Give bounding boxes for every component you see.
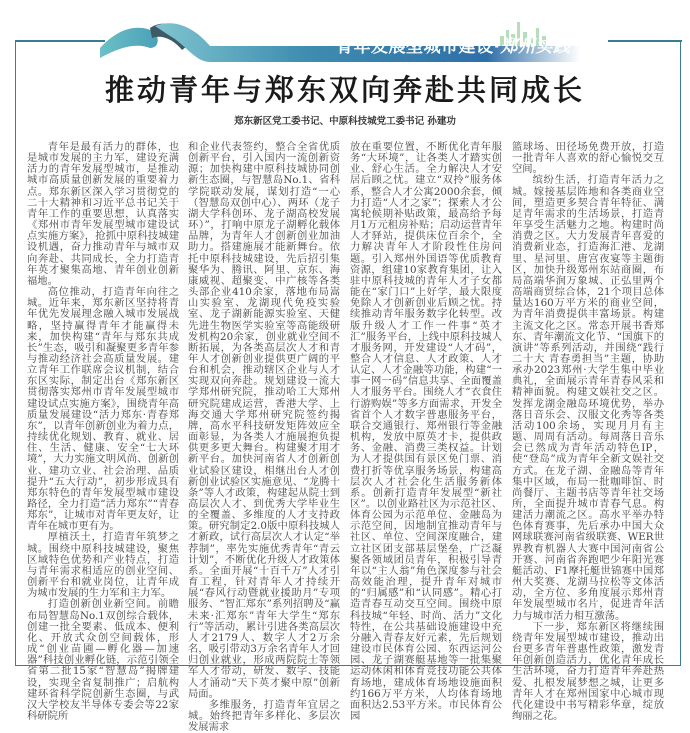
article-column-3 [350, 141, 502, 722]
banner-subtitle: 郑州实践 [500, 37, 571, 57]
article-column-4 [512, 141, 664, 722]
paragraph-continued: 篮球场、田径场免费开放，打造一批青年人喜欢的舒心愉悦交互空间。 [512, 141, 664, 176]
banner-title [336, 32, 570, 57]
banner-title-main: 青年发展型城市建设 [336, 37, 494, 57]
article-column-1 [27, 141, 179, 722]
section-banner [100, 14, 600, 66]
paragraph: 缤纷生活，打造青年活力之城。嫁接基层阵地和各类商业空间，塑造更多契合青年特征、满足青年需求的生活场景，打造青年享受生活魅力之地。构建时尚消费之区。大力发展青年喜爱的消费新业态，打造海汇港、龙湖里、星河里、唐宫夜宴等主题街区，加快升级郑州东站商圈，布局高端华润万象城、正弘里两个高端商贸综合体，21个项目总体量达160万平方米的商业空间，为青年消费提供丰富场景。构建主流文化之区。常态开展书香郑东、青年潮流文化节、“国旗下的演讲”等系列活动，并围绕“践行二十大 青春勇担当”主题，协助承办2023郑州·大学生集中毕业典礼，全面展示青年青春风采和精神面貌。构建文娱社交之区。发挥龙湖金融岛环境优势，举办落日音乐会、汉服文化秀等各类活动100余场，实现月月有主题、周周有活动。每周落日音乐会已然成为青年活动特色IP，使“登岛”成为青年全新文娱社交方式。在龙子湖、金融岛等青年集中区域，布局一批咖啡馆、时尚餐厅、主题书店等青年社交场所，全面提升城市青春气息。构建活力潮流之区。高水平举办特色体育赛事，先后承办中国大众网球联赛河南省级联赛、WER世界教育机器人大赛中国河南省公开赛、河南省奔跑吧少年阳光赛艇活动、F1摩托艇世锦赛中国郑州大奖赛、龙湖马拉松等文体活动，全方位、多角度展示郑州青年发展型城市名片，促进青年活力与城市活力相互激荡。 [512, 174, 664, 622]
paragraph: 下一步，郑东新区将继续围绕青年发展型城市建设，推动出台更多青年普惠性政策，激发青年创新创造活力，优化青年成长生活环境，奋力打造青年奔赴热爱、扎根发展梦想之城，让更多青年人才在郑州国家中心城市现代化建设中书写精彩华章，绽放绚丽之花。 [512, 620, 664, 722]
paragraph: 厚植沃土，打造青年筑梦之城。围绕中原科技城建设，聚焦区域特色优势和产业特点，打造与青年需求相适应的创业空间、创新平台和就业岗位，让青年成为城市发展的生力军和主力军。 [27, 531, 179, 600]
banner-separator: · [493, 37, 501, 57]
paragraph-continued: 和企业代表签约，整合全省优质创新平台，引入国内一流创新资源；加快构建中原科技城协同创新生态圈，与智慧岛No.1、省科学院联动发展，谋划打造“一心（智慧岛双创中心）、两环（龙子湖大学科创环、龙子湖高校发展环）”，打响中原龙子湖孵化载体品牌，为青年人才创新创业加油助力。搭建施展才能新舞台。依托中原科技城建设，先后招引集聚华为、腾讯、阿里、京东、海康威视、超聚变、中广核等各类头部企业410余家，落地布局嵩山实验室、龙湖现代免疫实验室、龙子湖新能源实验室、天健先进生物医学实验室等高能级研发机构20余家，创业就业空间不断拓展，为各类高层次人才和青年人才创新创业提供更广阔的平台和机会，推动辖区企业与人才实现双向奔赴。规划建设一流大学郑州研究院，推动哈工大郑州研究院建成运营，香港大学、上海交通大学郑州研究院签约揭牌，高水平科技研发矩阵效应全面彰显，为各类人才施展抱负提供更多更大舞台。构建聚才用才新平台。加快河南省人才创新创业试验区建设，相继出台人才创新创业试验区实施意见、“龙腾十条”等人才政策，构建起从院士到高层次人才、到优秀大学毕业生的全覆盖、多维度的人才支持政策。研究制定2.0版中原科技城人才新政，试行高层次人才认定“举荐制”，率先实施优秀青年“青云计划”，不断优化升级人才政策体系。全面开展“十百千万”人才引育工程，针对青年人才持续开展“春风行动暨就业援助月”专项服务、“智汇郑东”系列招聘及“赢未来·汇郑东”青年大学生“郑东行”等活动，累计引进各类高层次人才2179人、数字人才2万余名，吸引带动3万余名青年人才回归创业就业，形成两院院士等领军人才带动，研发、数字、技能人才涌动“天下英才聚中原”创新局面。 [188, 141, 340, 700]
article-byline: 郑东新区党工委书记、中原科技城党工委书记 孙建功 [234, 116, 456, 127]
paragraph: 多维服务，打造青年宜居之城。始终把青年多样化、多层次发展需求 [188, 698, 340, 733]
paragraph: 青年是最有活力的群体，也是城市发展的主力军，建设充满活力的青年发展型城市，是推动城市高质量创新发展的重要着力点。郑东新区深入学习贯彻党的二十大精神和习近平总书记关于青年工作的重要思想，认真落实《郑州市青年发展型城市建设试点实施方案》，抢抓中原科技城建设机遇，奋力推动青年与城市双向奔赴、共同成长，全力打造青年英才聚集高地、青年创业创新福地。 [27, 141, 179, 287]
paragraph: 高位推动，打造青年向往之城。近年来，郑东新区坚持将青年优先发展理念融入城市发展战略，坚持赢得青年才能赢得未来，加快构建“青年与郑东共成长”生态，吸引和凝聚更多青年参与推动经济社会高质量发展。建立青年工作联席会议机制，结合东区实际，制定出台《郑东新区贯彻落实郑州市青年发展型城市建设试点实施方案》，围绕青年高质量发展建设“活力郑东·青春郑东”，以青年创新创业为着力点，持续优化规划、教育、就业、居住、生活、健康、安全“七大环境”，大力实施文明风尚、创新创业、建功立业、社会治理、品质提升“五大行动”，初步形成具有郑东特色的青年发展型城市建设路径，全力打造“活力郑东”“青春郑东”，让城市对青年更友好，让青年在城市更有为。 [27, 286, 179, 533]
article-column-2 [188, 141, 340, 733]
paragraph: 打造创新创业新空间。前瞻布局智慧岛No.1双创综合载体，创建一批全要素、低成本、便利化、开放式众创空间载体，形成“创业苗圃—孵化器—加速器”科技创业孵化链，示范引领全省第二批15家“智慧岛”揭牌建设，实现全省复制推广；启航构建环省科学院创新生态圈，与武汉大学校友半导体专委会等22家科研院所 [27, 598, 179, 722]
article-headline: 推动青年与郑东双向奔赴共同成长 [104, 73, 585, 107]
paragraph-continued: 放在重要位置，不断优化青年服务“大环境”，让各类人才踏实创业、舒心生活。全力解决人才安居后顾之忧。建立“双拎”服务体系，整合人才公寓2000余套，倾力打造“人才之家”；探索人才公寓轮候期补贴政策，最高给予每月1万元租房补贴；启动运营青年人才驿站，提供床位百余个，全力解决青年人才阶段性住房问题。引入郑州外国语等优质教育资源，组建10家教育集团，让入驻中原科技城的青年人才子女都能在“家门口”上好学，最大限度免除人才创新创业后顾之忧。持续推动青年服务数字化转型。改版升级人才工作一件事“英才汇”服务平台，上线中原科技城人才服务网，开发建设“人才码”，整合人才信息、人才政策、人才认定、人才金融等功能，构建“一事一网一码”信息共享、全面覆盖人才服务平台。围绕人才“衣食住行游购娱”等多方面需求，开发全省首个人才数字普惠服务平台，联合交通银行、郑州银行等金融机构，发放中原英才卡，提供政务、金融、消费三类权益。计划为人才提供国有景区免门票、消费打折等优享服务场景，构建高层次人才社会化生活服务新体系。创新打造青年发展型“新社区”。以创业路社区为示范社区、体育公园为示范单位、金融岛为示范空间，因地制宜推动青年与社区、单位、空间深度融合，建立社区团支部基层堡垒，广泛凝聚各领域团员青年，积极引导青年以“主人翁”角色深度参与社会高效能治理，提升青年对城市的“归属感”和“认同感”。精心打造青春互动交互空间。围绕中原科技城“年轻、时尚、活力”文化特性，在公共基础设施建设中充分融入青春友好元素，先后规划建设市民体育公园、东西运河公园、龙子湖赛艇基地等一批集聚运动休闲和体育竞技功能公共体育场地，建成体育场地设施面积约166万平方米，人均体育场地面积达2.53平方米。市民体育公园 [350, 141, 502, 722]
